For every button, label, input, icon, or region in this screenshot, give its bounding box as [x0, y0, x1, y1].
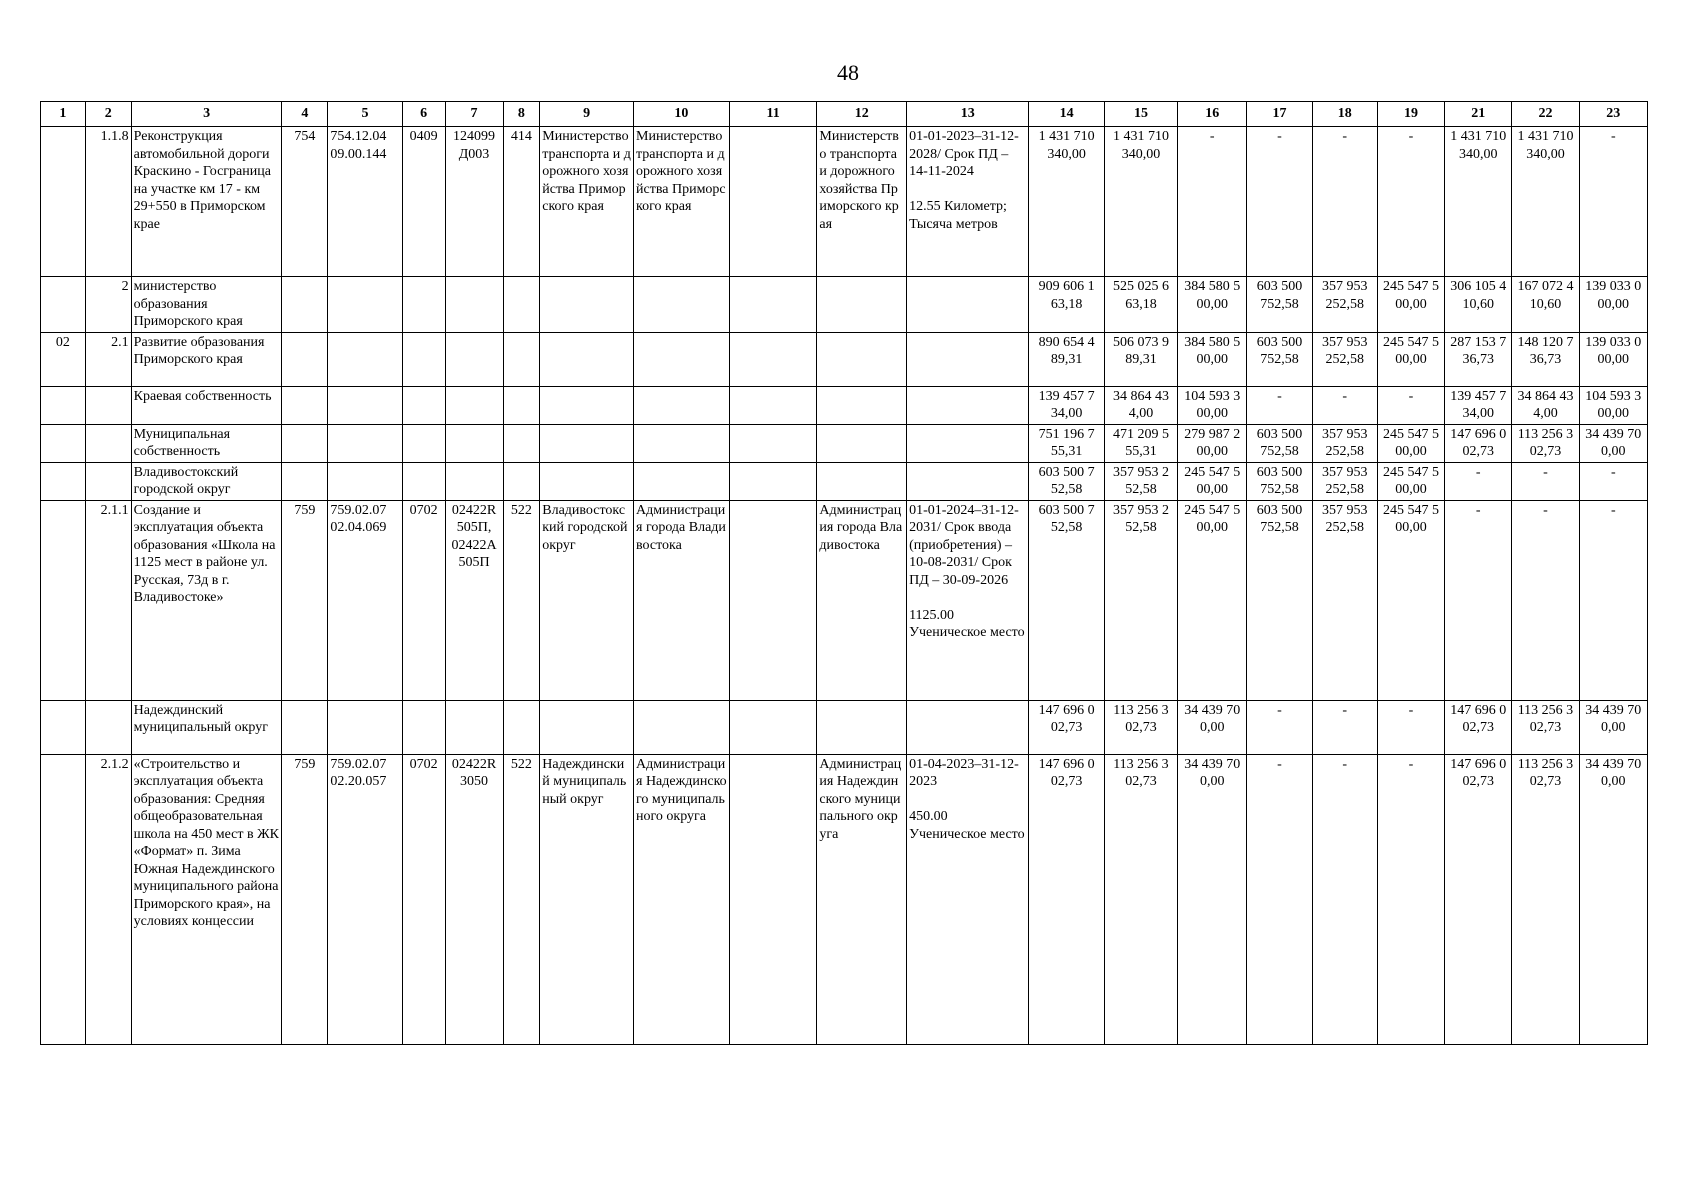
- table-cell: -: [1312, 754, 1377, 1044]
- table-cell: [540, 462, 634, 500]
- table-cell: [540, 700, 634, 754]
- table-cell: 1 431 710 340,00: [1104, 127, 1177, 277]
- table-cell: Реконструкция автомобильной дороги Краскино - Госграница на участке км 17 - км 29+550 в Приморском крае: [131, 127, 282, 277]
- table-cell: [402, 332, 445, 386]
- table-cell: 1.1.8: [85, 127, 131, 277]
- table-cell: -: [1377, 127, 1444, 277]
- table-cell: [540, 424, 634, 462]
- table-cell: [85, 386, 131, 424]
- table-cell: 34 439 70 0,00: [1579, 424, 1647, 462]
- table-cell: Надеждинский муниципальный округ: [131, 700, 282, 754]
- table-cell: -: [1512, 462, 1579, 500]
- header-row: [41, 102, 1648, 127]
- table-cell: [817, 332, 907, 386]
- table-cell: 909 606 1 63,18: [1029, 277, 1104, 333]
- table-cell: -: [1312, 700, 1377, 754]
- table-cell: -: [1247, 700, 1312, 754]
- table-cell: [907, 332, 1029, 386]
- table-cell: [41, 462, 86, 500]
- table-cell: 02422R 3050: [445, 754, 503, 1044]
- column-header: 1: [41, 102, 86, 127]
- table-cell: 34 439 70 0,00: [1579, 700, 1647, 754]
- table-cell: 357 953 252,58: [1312, 500, 1377, 700]
- table-cell: [328, 424, 402, 462]
- table-cell: [328, 332, 402, 386]
- table-row: [41, 754, 1648, 1044]
- table-cell: Муниципальная собственность: [131, 424, 282, 462]
- table-cell: 2: [85, 277, 131, 333]
- column-header: 7: [445, 102, 503, 127]
- table-cell: Надеждинский муниципальный округ: [540, 754, 634, 1044]
- table-cell: 245 547 5 00,00: [1377, 462, 1444, 500]
- table-cell: 113 256 3 02,73: [1512, 700, 1579, 754]
- table-cell: 124099 Д003: [445, 127, 503, 277]
- column-header: 21: [1445, 102, 1512, 127]
- table-cell: Администрация Надеждинского муниципального округа: [634, 754, 730, 1044]
- table-cell: министерство образования Приморского края: [131, 277, 282, 333]
- table-cell: [282, 386, 328, 424]
- table-cell: [503, 462, 540, 500]
- table-cell: 287 153 7 36,73: [1445, 332, 1512, 386]
- table-cell: [41, 500, 86, 700]
- table-cell: 603 500 752,58: [1247, 277, 1312, 333]
- table-cell: 1 431 710 340,00: [1512, 127, 1579, 277]
- table-cell: [729, 277, 817, 333]
- table-cell: [907, 462, 1029, 500]
- table-cell: [503, 332, 540, 386]
- table-cell: 245 547 5 00,00: [1377, 277, 1444, 333]
- table-cell: 02422R 505П, 02422А 505П: [445, 500, 503, 700]
- table-cell: [817, 700, 907, 754]
- table-cell: «Строительство и эксплуатация объекта образования: Средняя общеобразовательная школа на 450 мест в ЖК «Формат» п. Зима Южная Надеждинского муниципального района Приморского края», на условиях концессии: [131, 754, 282, 1044]
- table-cell: 147 696 0 02,73: [1029, 700, 1104, 754]
- table-cell: 525 025 6 63,18: [1104, 277, 1177, 333]
- table-cell: 603 500 7 52,58: [1029, 500, 1104, 700]
- table-cell: [540, 277, 634, 333]
- table-cell: 279 987 2 00,00: [1178, 424, 1247, 462]
- table-cell: 147 696 0 02,73: [1445, 754, 1512, 1044]
- column-header: 14: [1029, 102, 1104, 127]
- table-cell: -: [1445, 462, 1512, 500]
- table-cell: 603 500 752,58: [1247, 462, 1312, 500]
- table-cell: [817, 424, 907, 462]
- column-header: 6: [402, 102, 445, 127]
- table-cell: 104 593 3 00,00: [1178, 386, 1247, 424]
- table-row: [41, 700, 1648, 754]
- table-cell: 603 500 752,58: [1247, 332, 1312, 386]
- table-cell: -: [1445, 500, 1512, 700]
- table-cell: [503, 700, 540, 754]
- table-cell: [282, 424, 328, 462]
- table-cell: 603 500 7 52,58: [1029, 462, 1104, 500]
- budget-table: [40, 101, 1648, 1045]
- table-cell: [85, 462, 131, 500]
- table-cell: [729, 127, 817, 277]
- table-cell: [634, 700, 730, 754]
- table-cell: [282, 332, 328, 386]
- table-cell: [328, 277, 402, 333]
- table-cell: Министерство транспорта и дорожного хозяйства Приморского края: [817, 127, 907, 277]
- table-cell: 34 864 43 4,00: [1512, 386, 1579, 424]
- column-header: 23: [1579, 102, 1647, 127]
- table-cell: -: [1377, 754, 1444, 1044]
- table-cell: [634, 386, 730, 424]
- table-cell: [445, 332, 503, 386]
- table-cell: Администрация города Владивостока: [634, 500, 730, 700]
- table-cell: -: [1377, 700, 1444, 754]
- column-header: 5: [328, 102, 402, 127]
- table-cell: 357 953 252,58: [1312, 424, 1377, 462]
- table-cell: -: [1247, 754, 1312, 1044]
- table-cell: [41, 277, 86, 333]
- column-header: 4: [282, 102, 328, 127]
- table-cell: [540, 386, 634, 424]
- table-cell: Администрация Надеждинского муниципального округа: [817, 754, 907, 1044]
- table-cell: 01-04-2023–31-12-2023 450.00 Ученическое место: [907, 754, 1029, 1044]
- table-cell: [402, 277, 445, 333]
- table-cell: 890 654 4 89,31: [1029, 332, 1104, 386]
- table-cell: 113 256 3 02,73: [1104, 700, 1177, 754]
- table-cell: [41, 127, 86, 277]
- table-cell: [729, 424, 817, 462]
- table-cell: [540, 332, 634, 386]
- table-cell: 147 696 0 02,73: [1029, 754, 1104, 1044]
- column-header: 8: [503, 102, 540, 127]
- table-cell: 148 120 7 36,73: [1512, 332, 1579, 386]
- table-cell: -: [1512, 500, 1579, 700]
- table-cell: [634, 424, 730, 462]
- table-cell: [445, 424, 503, 462]
- table-cell: 754.12.04 09.00.144: [328, 127, 402, 277]
- column-header: 13: [907, 102, 1029, 127]
- table-cell: 506 073 9 89,31: [1104, 332, 1177, 386]
- table-cell: 0409: [402, 127, 445, 277]
- table-cell: [729, 500, 817, 700]
- table-cell: 2.1.2: [85, 754, 131, 1044]
- table-cell: Развитие образования Приморского края: [131, 332, 282, 386]
- column-header: 3: [131, 102, 282, 127]
- table-cell: [907, 277, 1029, 333]
- table-cell: 245 547 5 00,00: [1178, 462, 1247, 500]
- table-cell: 113 256 3 02,73: [1512, 754, 1579, 1044]
- table-cell: [41, 386, 86, 424]
- table-cell: 139 457 7 34,00: [1445, 386, 1512, 424]
- table-cell: Краевая собственность: [131, 386, 282, 424]
- column-header: 9: [540, 102, 634, 127]
- table-cell: [85, 700, 131, 754]
- table-cell: -: [1579, 500, 1647, 700]
- table-cell: 357 953 252,58: [1312, 277, 1377, 333]
- table-cell: [634, 277, 730, 333]
- table-cell: 34 439 70 0,00: [1178, 754, 1247, 1044]
- table-cell: -: [1247, 386, 1312, 424]
- table-row: [41, 500, 1648, 700]
- table-cell: 245 547 5 00,00: [1377, 332, 1444, 386]
- column-header: 12: [817, 102, 907, 127]
- table-cell: 357 953 252,58: [1312, 332, 1377, 386]
- table-cell: 306 105 4 10,60: [1445, 277, 1512, 333]
- table-cell: 113 256 3 02,73: [1512, 424, 1579, 462]
- table-cell: 603 500 752,58: [1247, 424, 1312, 462]
- table-cell: [503, 386, 540, 424]
- table-cell: 34 864 43 4,00: [1104, 386, 1177, 424]
- table-cell: [402, 700, 445, 754]
- table-cell: 1 431 710 340,00: [1029, 127, 1104, 277]
- table-cell: -: [1579, 462, 1647, 500]
- table-cell: [445, 462, 503, 500]
- table-cell: Министерство транспорта и дорожного хозяйства Приморского края: [634, 127, 730, 277]
- table-cell: [817, 462, 907, 500]
- table-cell: 471 209 5 55,31: [1104, 424, 1177, 462]
- table-cell: [41, 424, 86, 462]
- table-row: [41, 277, 1648, 333]
- table-cell: [282, 277, 328, 333]
- table-cell: 147 696 0 02,73: [1445, 424, 1512, 462]
- table-cell: 522: [503, 754, 540, 1044]
- column-header: 17: [1247, 102, 1312, 127]
- table-cell: 759: [282, 754, 328, 1044]
- column-header: 19: [1377, 102, 1444, 127]
- page-number: 48: [837, 60, 859, 85]
- table-cell: 139 033 0 00,00: [1579, 332, 1647, 386]
- column-header: 15: [1104, 102, 1177, 127]
- table-cell: -: [1178, 127, 1247, 277]
- table-cell: [729, 386, 817, 424]
- table-row: [41, 386, 1648, 424]
- table-cell: [729, 700, 817, 754]
- column-header: 11: [729, 102, 817, 127]
- table-cell: 01-01-2024–31-12-2031/ Срок ввода (приобретения) – 10-08-2031/ Срок ПД – 30-09-2026 1125.00 Ученическое место: [907, 500, 1029, 700]
- table-cell: [817, 386, 907, 424]
- table-cell: 245 547 5 00,00: [1178, 500, 1247, 700]
- table-cell: [817, 277, 907, 333]
- table-cell: 384 580 5 00,00: [1178, 332, 1247, 386]
- table-cell: 759.02.07 02.04.069: [328, 500, 402, 700]
- table-cell: 751 196 7 55,31: [1029, 424, 1104, 462]
- table-cell: -: [1312, 386, 1377, 424]
- table-cell: [445, 386, 503, 424]
- table-cell: [402, 462, 445, 500]
- column-header: 16: [1178, 102, 1247, 127]
- table-cell: Создание и эксплуатация объекта образования «Школа на 1125 мест в районе ул. Русская, 73д в г. Владивостоке»: [131, 500, 282, 700]
- table-cell: 1 431 710 340,00: [1445, 127, 1512, 277]
- table-cell: 245 547 5 00,00: [1377, 500, 1444, 700]
- table-cell: Владивостокский городской округ: [131, 462, 282, 500]
- table-cell: [634, 332, 730, 386]
- table-row: [41, 332, 1648, 386]
- table-cell: [445, 700, 503, 754]
- table-cell: 357 953 252,58: [1312, 462, 1377, 500]
- table-row: [41, 424, 1648, 462]
- table-cell: 167 072 4 10,60: [1512, 277, 1579, 333]
- table-cell: [282, 700, 328, 754]
- table-cell: -: [1377, 386, 1444, 424]
- table-cell: [729, 332, 817, 386]
- table-cell: [503, 424, 540, 462]
- table-cell: 147 696 0 02,73: [1445, 700, 1512, 754]
- table-cell: [328, 462, 402, 500]
- table-cell: 603 500 752,58: [1247, 500, 1312, 700]
- table-cell: [634, 462, 730, 500]
- table-cell: 754: [282, 127, 328, 277]
- table-cell: 0702: [402, 500, 445, 700]
- table-cell: [282, 462, 328, 500]
- table-cell: 34 439 70 0,00: [1579, 754, 1647, 1044]
- table-cell: -: [1247, 127, 1312, 277]
- table-cell: 759: [282, 500, 328, 700]
- table-cell: 02: [41, 332, 86, 386]
- table-cell: 357 953 2 52,58: [1104, 462, 1177, 500]
- table-cell: Администрация города Владивостока: [817, 500, 907, 700]
- table-cell: [41, 700, 86, 754]
- table-cell: [907, 700, 1029, 754]
- table-cell: 0702: [402, 754, 445, 1044]
- table-cell: 139 033 0 00,00: [1579, 277, 1647, 333]
- table-cell: [402, 386, 445, 424]
- table-cell: 245 547 5 00,00: [1377, 424, 1444, 462]
- table-cell: Владивостокский городской округ: [540, 500, 634, 700]
- column-header: 2: [85, 102, 131, 127]
- column-header: 22: [1512, 102, 1579, 127]
- table-cell: 414: [503, 127, 540, 277]
- table-cell: 384 580 5 00,00: [1178, 277, 1247, 333]
- table-cell: -: [1579, 127, 1647, 277]
- table-cell: 2.1.1: [85, 500, 131, 700]
- table-cell: 2.1: [85, 332, 131, 386]
- table-cell: 522: [503, 500, 540, 700]
- table-cell: 34 439 70 0,00: [1178, 700, 1247, 754]
- table-cell: [503, 277, 540, 333]
- table-cell: [907, 386, 1029, 424]
- table-cell: 104 593 3 00,00: [1579, 386, 1647, 424]
- column-header: 10: [634, 102, 730, 127]
- table-cell: [328, 386, 402, 424]
- table-cell: [445, 277, 503, 333]
- table-cell: 759.02.07 02.20.057: [328, 754, 402, 1044]
- table-cell: [907, 424, 1029, 462]
- table-cell: [328, 700, 402, 754]
- table-row: [41, 462, 1648, 500]
- table-cell: 01-01-2023–31-12-2028/ Срок ПД – 14-11-2024 12.55 Километр; Тысяча метров: [907, 127, 1029, 277]
- column-header: 18: [1312, 102, 1377, 127]
- table-cell: -: [1312, 127, 1377, 277]
- table-cell: [729, 462, 817, 500]
- table-cell: [85, 424, 131, 462]
- table-row: [41, 127, 1648, 277]
- table-cell: [41, 754, 86, 1044]
- table-cell: 357 953 2 52,58: [1104, 500, 1177, 700]
- table-cell: [402, 424, 445, 462]
- table-cell: [729, 754, 817, 1044]
- table-cell: 113 256 3 02,73: [1104, 754, 1177, 1044]
- table-cell: Министерство транспорта и дорожного хозяйства Приморского края: [540, 127, 634, 277]
- table-cell: 139 457 7 34,00: [1029, 386, 1104, 424]
